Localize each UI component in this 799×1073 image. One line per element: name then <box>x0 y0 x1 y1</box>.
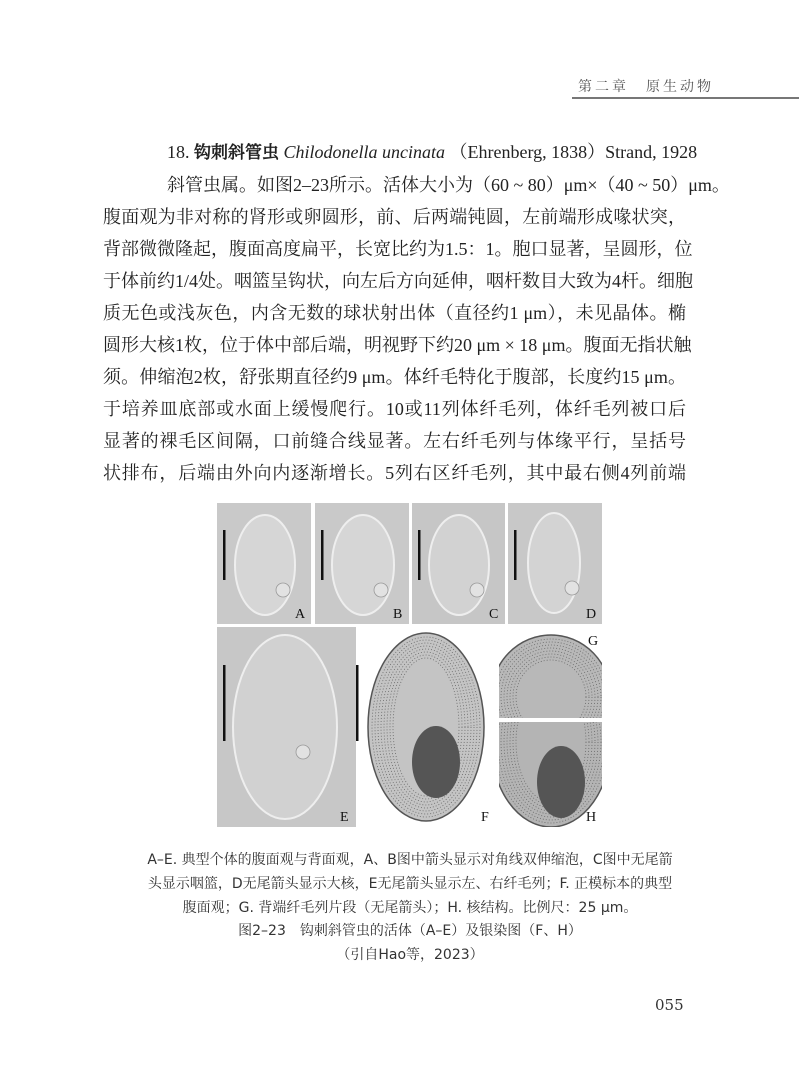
page-number: 055 <box>655 996 684 1014</box>
body-line: 腹面观为非对称的肾形或卵圆形，前、后两端钝圆，左前端形成喙状突， <box>103 207 686 227</box>
body-line: 须。伸缩泡2枚，舒张期直径约9 μm。体纤毛特化于腹部，长度约15 μm。 <box>103 367 686 387</box>
cell-image <box>332 515 394 615</box>
entry-number: 18. <box>167 142 190 162</box>
scale-bar <box>418 530 421 580</box>
body-line: 质无色或浅灰色，内含无数的球状射出体（直径约1 μm），未见晶体。椭 <box>103 303 686 323</box>
species-name-cn: 钩刺斜管虫 <box>194 143 279 163</box>
macronucleus <box>412 726 460 798</box>
scale-bar <box>321 530 324 580</box>
macronucleus <box>537 746 585 818</box>
body-line: 圆形大核1枚，位于体中部后端，明视野下约20 μm × 18 μm。腹面无指状触 <box>103 335 692 355</box>
scale-bar <box>356 665 359 741</box>
figure-2-23 <box>217 503 603 828</box>
caption-line: A–E. 典型个体的腹面观与背面观，A、B图中箭头显示对角线双伸缩泡，C图中无尾箭 <box>147 852 673 868</box>
panel-label: B <box>393 607 403 622</box>
scale-bar <box>514 530 517 580</box>
running-header: 第二章 原生动物 <box>578 79 714 95</box>
cell-image <box>233 635 337 819</box>
scale-bar <box>223 665 226 741</box>
cell-image <box>528 513 580 613</box>
caption-line: 头显示咽篮，D无尾箭头显示大核，E无尾箭头显示左、右纤毛列；F. 正模标本的典型 <box>147 876 673 892</box>
figure-panel-c <box>412 503 505 624</box>
figure-panel-e <box>217 627 356 827</box>
figure-panel-a <box>217 503 311 624</box>
body-line: 斜管虫属。如图2–23所示。活体大小为（60 ~ 80）μm×（40 ~ 50）μm。 <box>167 175 730 195</box>
cell-image <box>235 515 295 615</box>
species-authority: （Ehrenberg, 1838）Strand, 1928 <box>449 142 698 162</box>
figure-source: （引自Hao等，2023） <box>336 947 484 963</box>
figure-title: 图2–23 钩刺斜管虫的活体（A–E）及银染图（F、H） <box>238 923 582 939</box>
panel-label: G <box>588 634 599 649</box>
panel-label: A <box>295 607 306 622</box>
caption-line: 腹面观；G. 背端纤毛列片段（无尾箭头）；H. 核结构。比例尺：25 μm。 <box>182 900 638 916</box>
scale-bar <box>223 530 226 580</box>
cell-image <box>429 515 489 615</box>
panel-label: H <box>586 810 597 825</box>
body-line: 状排布，后端由外向内逐渐增长。5列右区纤毛列，其中最右侧4列前端 <box>103 463 686 483</box>
header-rule <box>572 97 799 99</box>
panel-label: E <box>340 810 349 825</box>
species-heading <box>167 140 698 165</box>
figure-panel-b <box>315 503 409 624</box>
body-line: 显著的裸毛区间隔，口前缝合线显著。左右纤毛列与体缘平行，呈括号 <box>103 431 686 451</box>
figure-panel-d <box>508 503 602 624</box>
body-line: 背部微微隆起，腹面高度扁平，长宽比约为1.5：1。胞口显著，呈圆形，位 <box>103 239 693 259</box>
figure-panel-f <box>356 627 497 827</box>
body-line: 于培养皿底部或水面上缓慢爬行。10或11列体纤毛列，体纤毛列被口后 <box>103 399 686 419</box>
panel-label: F <box>481 810 489 825</box>
body-line: 于体前约1/4处。咽篮呈钩状，向左后方向延伸，咽杆数目大致为4杆。细胞 <box>103 271 693 291</box>
panel-label: C <box>489 607 499 622</box>
panel-label: D <box>586 607 597 622</box>
species-name-latin: Chilodonella uncinata <box>283 142 445 162</box>
